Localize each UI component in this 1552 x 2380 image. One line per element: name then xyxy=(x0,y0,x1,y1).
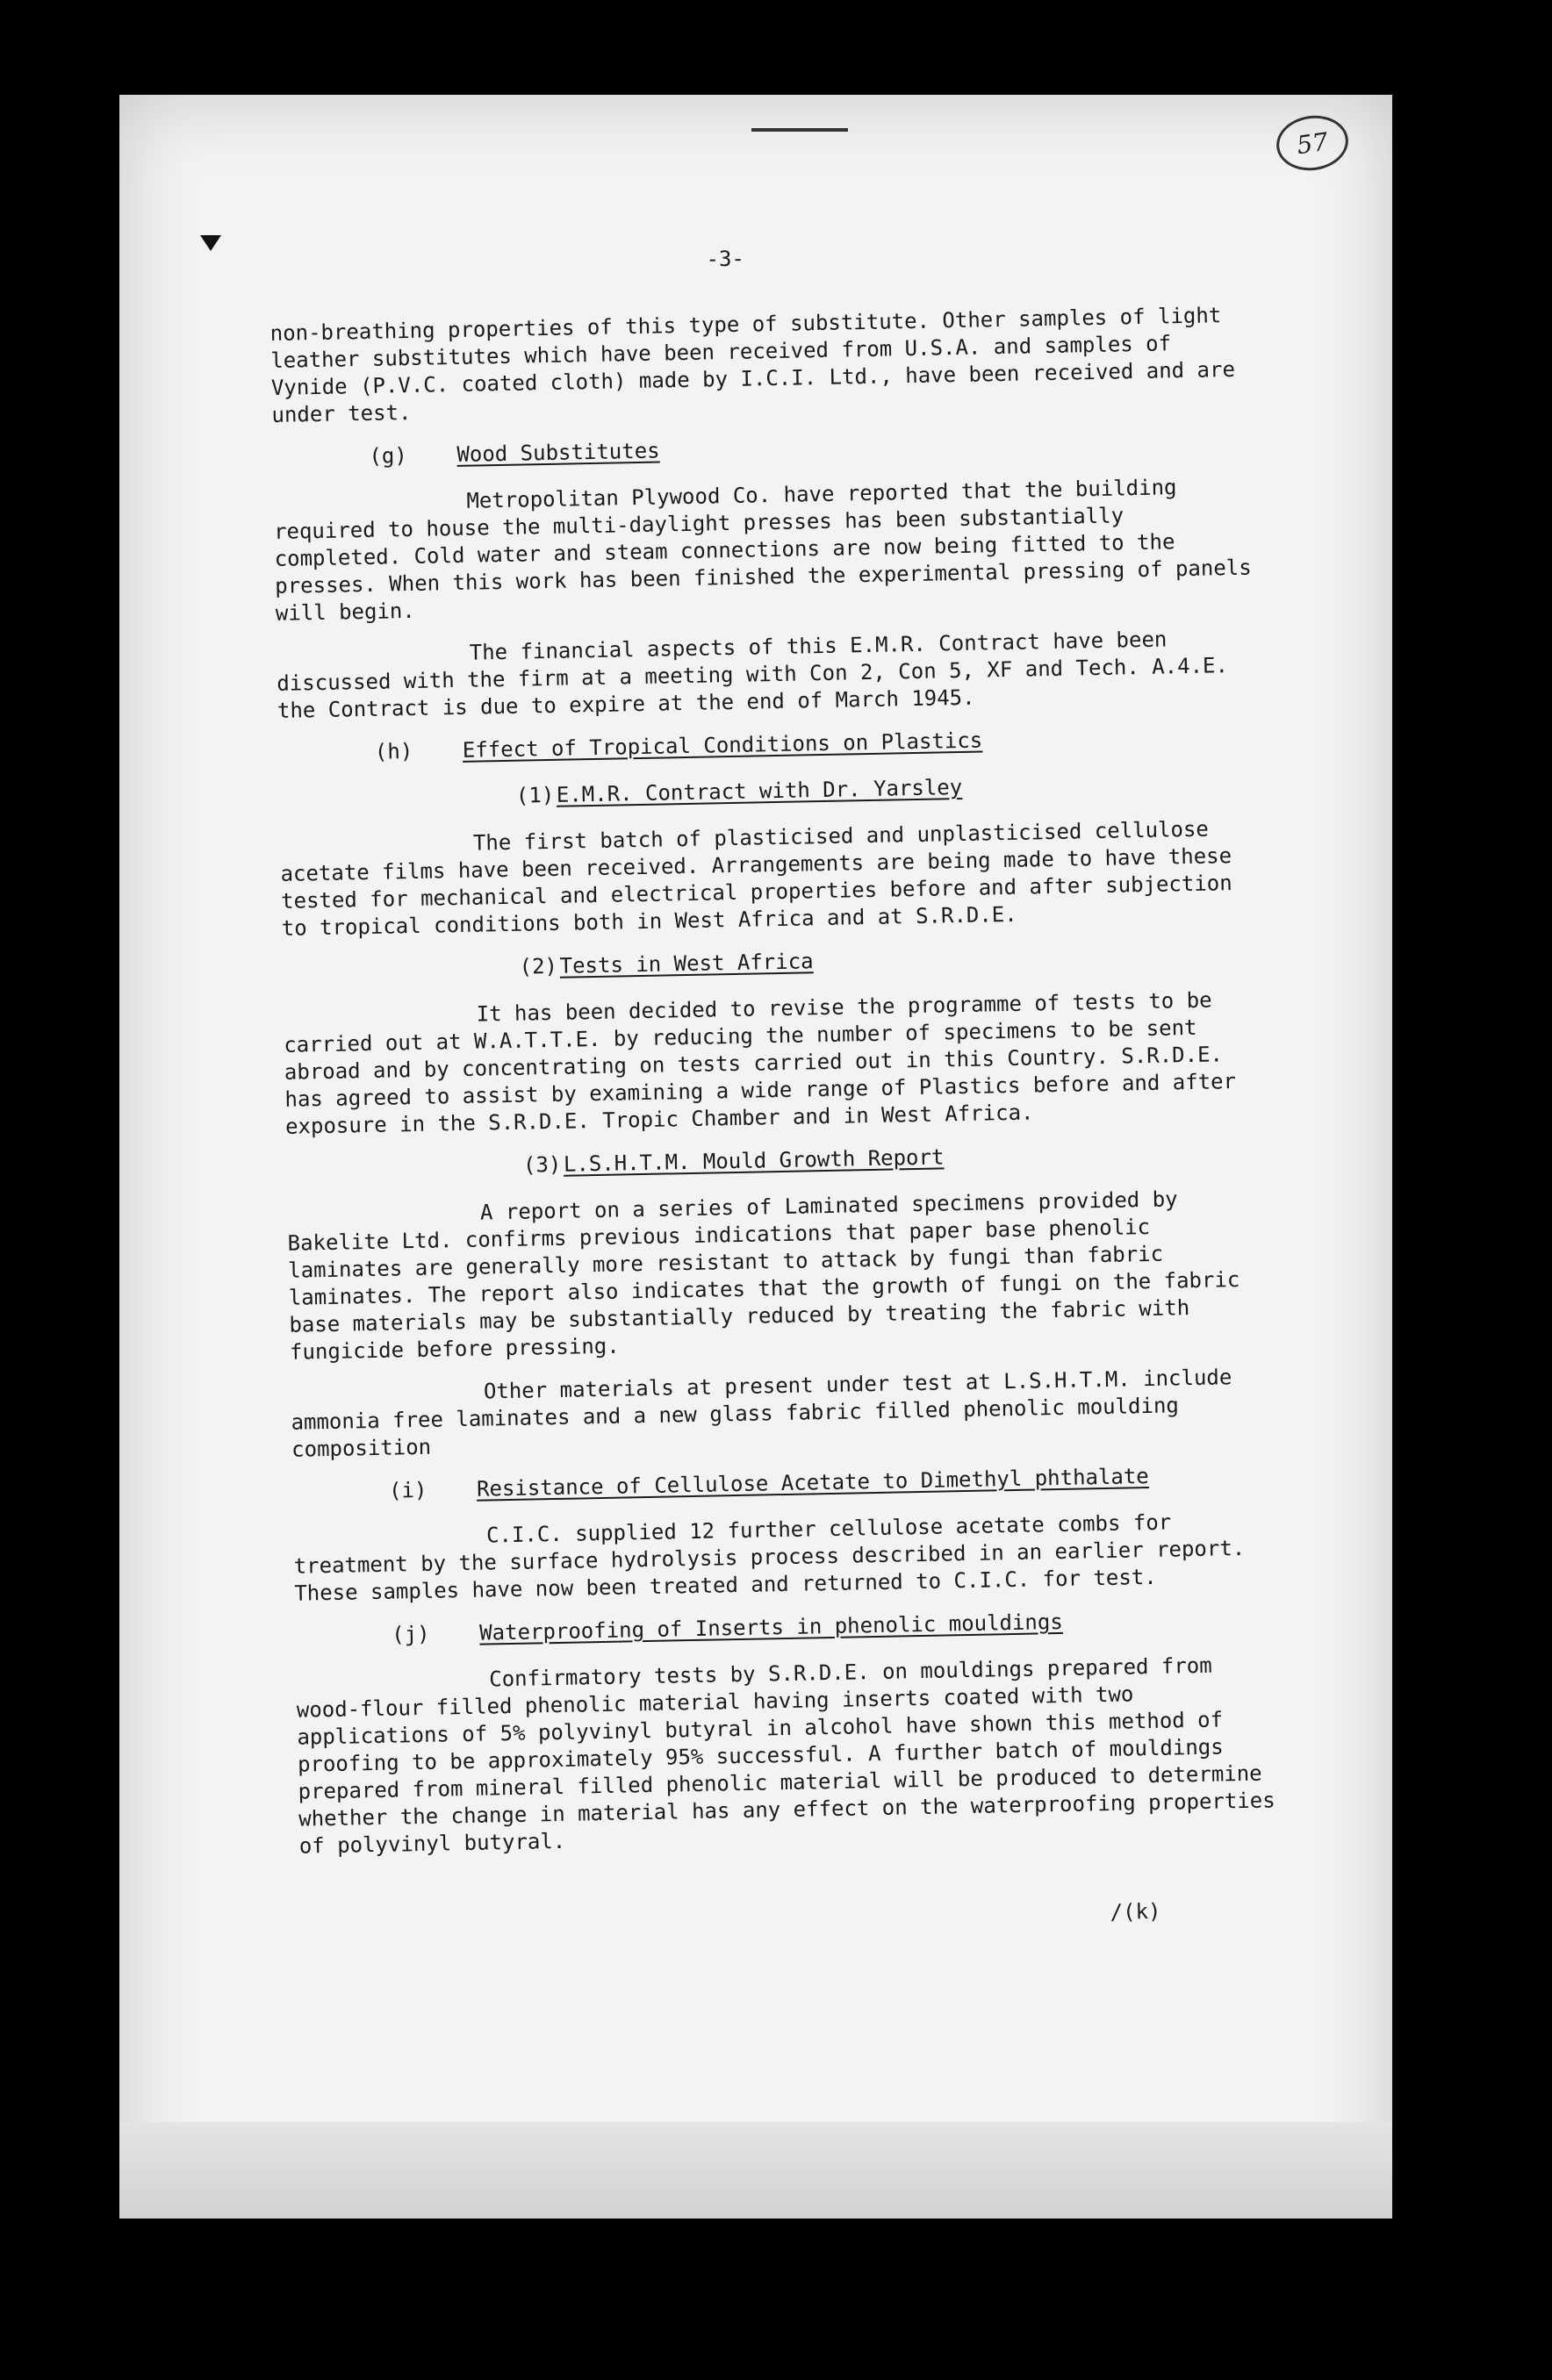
section-h2-heading xyxy=(282,939,1265,985)
intro-paragraph: non-breathing properties of this type of substitute. Other samples of light leather substitutes which have been received from U.S.A. and samples of Vynide (P.V.C. coated cloth) made by I.C.I. Ltd., have been received and are under test. xyxy=(269,303,1236,427)
section-j-label: (j) xyxy=(391,1621,430,1647)
top-edge-mark xyxy=(751,128,848,132)
section-h1-heading xyxy=(279,768,1262,814)
section-h3-label: (3) xyxy=(522,1151,562,1178)
folio-stamp: 57 xyxy=(1273,111,1352,176)
section-i-paragraph: C.I.C. supplied 12 further cellulose acetate combs for treatment by the surface hydrolysis process described in an earlier report. These samples have now been treated and returned to C.I.C. for test. xyxy=(293,1509,1246,1606)
section-h1-title: E.M.R. Contract with Dr. Yarsley xyxy=(556,774,963,807)
section-j-paragraph: Confirmatory tests by S.R.D.E. on mouldings prepared from wood-flour filled phenolic material having inserts coated with two applications of 5% polyvinyl butyral in alcohol have shown this method of proofing to be approximately 95% successful. A further batch of mouldings prepared from mineral filled phenolic material will be produced to determine whether the change in material has any effect on the waterproofing properties of polyvinyl butyral. xyxy=(296,1652,1275,1859)
section-i-label: (i) xyxy=(388,1477,428,1503)
section-g-paragraph-1: Metropolitan Plywood Co. have reported that the building required to house the multi-daylight presses has been substantially completed. Cold water and steam connections are now being fitted to the presses. When this work has been finished the experimental pressing of panels will begin. xyxy=(273,475,1252,626)
section-g-title: Wood Substitutes xyxy=(456,438,660,467)
section-h-label: (h) xyxy=(374,738,413,764)
section-h2-paragraph: It has been decided to revise the programme of tests to be carried out at W.A.T.T.E. by reducing the number of specimens to be sent abroad and by concentrating on tests carried out in this Country. S.R.D.E. has agreed to assist by examining a wide range of Plastics before and after exposure in the S.R.D.E. Tropic Chamber and in West Africa. xyxy=(284,987,1237,1139)
section-h3-title: L.S.H.T.M. Mould Growth Report xyxy=(563,1144,945,1177)
section-g-heading xyxy=(272,426,1255,471)
section-i-title: Resistance of Cellulose Acetate to Dimethyl phthalate xyxy=(476,1464,1149,1502)
section-h-title: Effect of Tropical Conditions on Plastics xyxy=(462,728,983,763)
section-i-heading xyxy=(292,1460,1275,1506)
section-g-paragraph-2: The financial aspects of this E.M.R. Contract have been discussed with the firm at a meeting with Con 2, Con 5, XF and Tech. A.4.E. the Contract is due to expire at the end of March 1945. xyxy=(277,627,1229,723)
section-h-heading xyxy=(278,721,1261,767)
document-page xyxy=(119,95,1392,2219)
section-h2-label: (2) xyxy=(519,953,558,979)
section-h3-paragraph-2: Other materials at present under test at L.S.H.T.M. include ammonia free laminates and a new glass fabric filled phenolic moulding composition xyxy=(291,1365,1232,1462)
section-j-heading xyxy=(295,1604,1278,1650)
section-j-title: Waterproofing of Inserts in phenolic mouldings xyxy=(478,1609,1064,1645)
section-h1-paragraph: The first batch of plasticised and unplasticised cellulose acetate films have been received. Arrangements are being made to have these tested for mechanical and electrical properties before and after subjection to tropical conditions both in West Africa and at S.R.D.E. xyxy=(280,816,1232,941)
section-g-label: (g) xyxy=(369,443,408,469)
page-number: -3- xyxy=(706,246,745,272)
document-body xyxy=(269,235,1284,1941)
continuation-marker: /(k) xyxy=(1110,1898,1161,1925)
punch-mark-icon xyxy=(200,235,221,251)
section-h3-paragraph-1: A report on a series of Laminated specimens provided by Bakelite Ltd. confirms previous indications that paper base phenolic laminates are generally more resistant to attack by fungi than fabric laminates. The report also indicates that the growth of fungi on the fabric base materials may be substantially reduced by treating the fabric with fungicide before pressing. xyxy=(287,1186,1240,1365)
section-h1-label: (1) xyxy=(515,782,555,808)
section-h2-title: Tests in West Africa xyxy=(559,949,814,979)
section-h3-heading xyxy=(286,1137,1269,1183)
